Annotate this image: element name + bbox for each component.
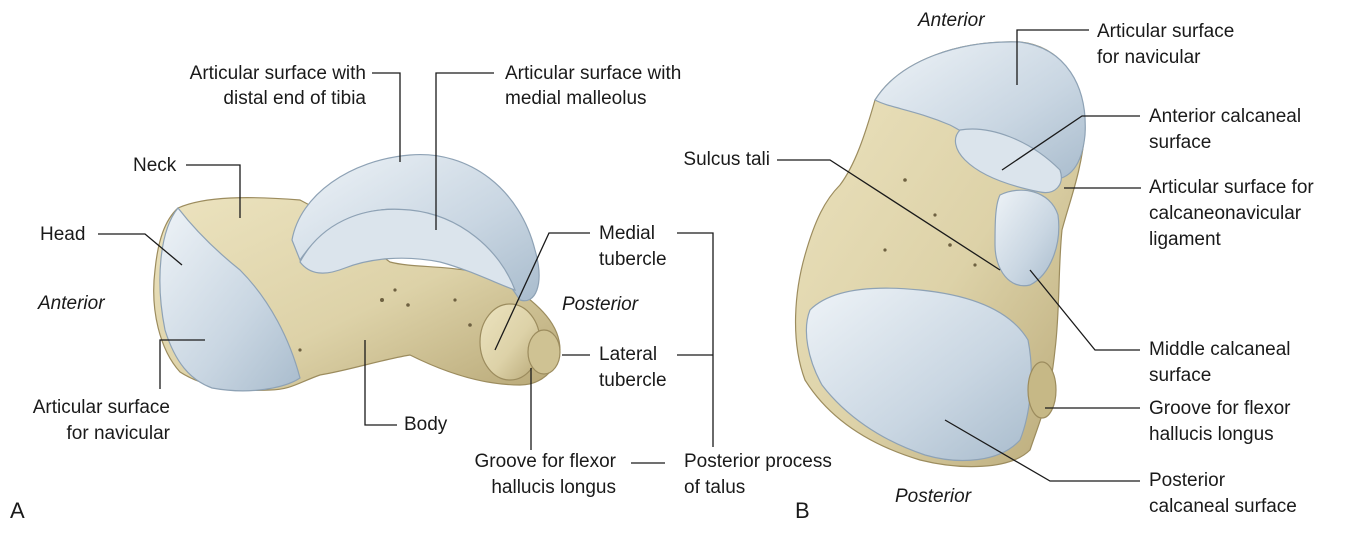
label-neck: Neck: [133, 155, 177, 176]
label-articular-malleolus-line2: medial malleolus: [505, 88, 647, 109]
label-calcaneonavicular-line2: calcaneonavicular: [1149, 203, 1302, 224]
label-calcaneonavicular-line3: ligament: [1149, 229, 1221, 250]
leader-articular-tibia: [372, 73, 400, 162]
leader-posterior-process: [677, 233, 713, 447]
label-articular-navicular-a-line2: for navicular: [66, 423, 170, 444]
label-anterior-a: Anterior: [38, 293, 105, 314]
posterior-calcaneal-facet: [806, 288, 1031, 460]
panel-letter-a: A: [10, 498, 25, 523]
groove-fhl-shape-b: [1028, 362, 1056, 418]
label-articular-tibia-line1: Articular surface with: [189, 63, 366, 84]
label-middle-calcaneal-line1: Middle calcaneal: [1149, 339, 1291, 360]
label-articular-malleolus-line1: Articular surface with: [505, 63, 682, 84]
label-groove-a-line2: hallucis longus: [491, 477, 616, 498]
label-sulcus-tali: Sulcus tali: [683, 149, 770, 170]
label-medial-tubercle-line1: Medial: [599, 223, 655, 244]
label-posterior-process-line1: Posterior process: [684, 451, 832, 472]
panel-letter-b: B: [795, 498, 810, 523]
label-middle-calcaneal-line2: surface: [1149, 365, 1212, 386]
lateral-tubercle-shape: [528, 330, 560, 374]
label-posterior-a: Posterior: [562, 294, 639, 315]
label-groove-b-line2: hallucis longus: [1149, 424, 1274, 445]
label-posterior-calcaneal-line2: calcaneal surface: [1149, 496, 1297, 517]
label-articular-navicular-a-line1: Articular surface: [32, 397, 170, 418]
label-medial-tubercle-line2: tubercle: [599, 249, 667, 270]
label-posterior-calcaneal-line1: Posterior: [1149, 470, 1226, 491]
label-head: Head: [40, 224, 86, 245]
label-posterior-b: Posterior: [895, 486, 972, 507]
panel-b-bone: [796, 42, 1086, 467]
label-groove-b-line1: Groove for flexor: [1149, 398, 1291, 419]
label-anterior-calcaneal-line1: Anterior calcaneal: [1149, 106, 1302, 127]
label-lateral-tubercle-line2: tubercle: [599, 370, 667, 391]
label-calcaneonavicular-line1: Articular surface for: [1149, 177, 1314, 198]
label-anterior-calcaneal-line2: surface: [1149, 132, 1212, 153]
label-body: Body: [404, 414, 448, 435]
label-posterior-process-line2: of talus: [684, 477, 746, 498]
label-navicular-b-line1: Articular surface: [1097, 21, 1235, 42]
panel-a-bone: [154, 155, 560, 391]
label-navicular-b-line2: for navicular: [1097, 47, 1201, 68]
label-anterior-b: Anterior: [918, 10, 985, 31]
label-lateral-tubercle-line1: Lateral: [599, 344, 658, 365]
label-articular-tibia-line2: distal end of tibia: [223, 88, 366, 109]
label-groove-a-line1: Groove for flexor: [474, 451, 616, 472]
